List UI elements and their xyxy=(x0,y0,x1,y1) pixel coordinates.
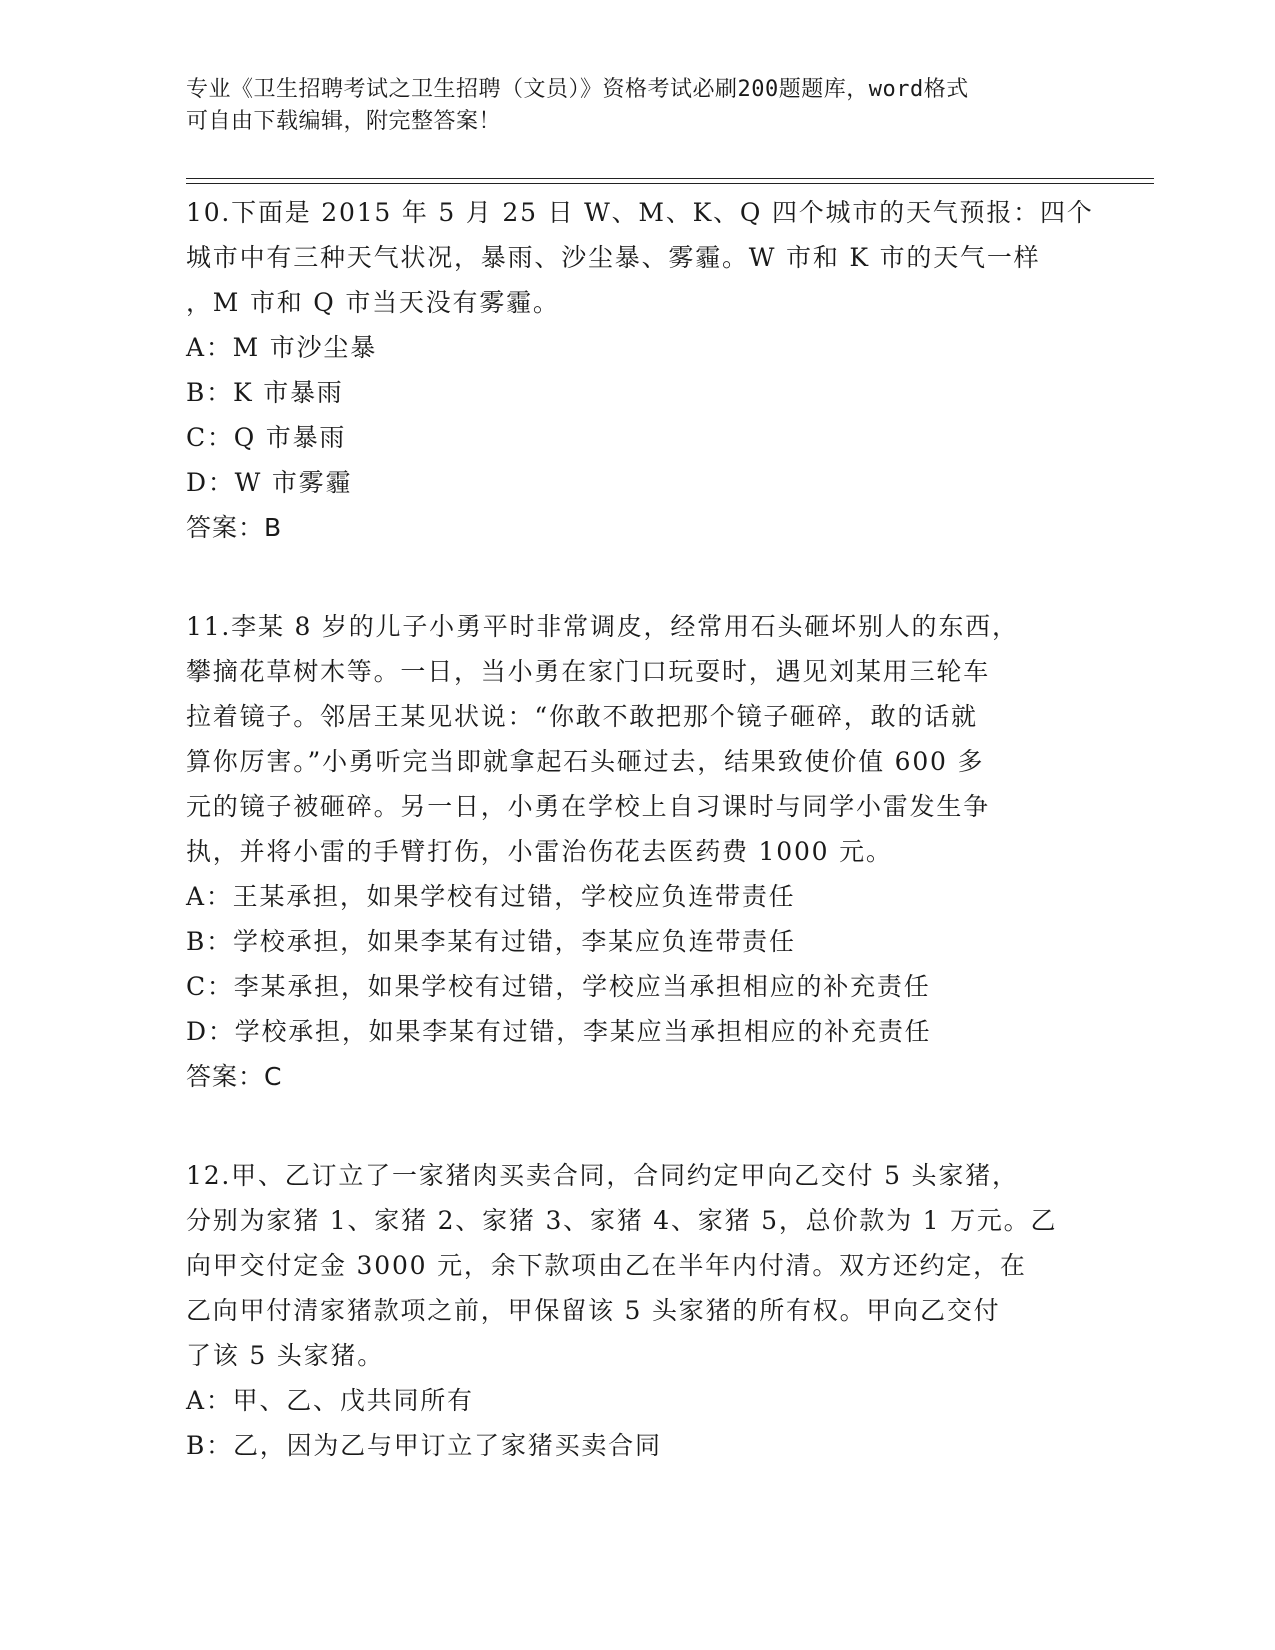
question-stem-line: 12.甲、乙订立了一家猪肉买卖合同，合同约定甲向乙交付 5 头家猪， xyxy=(186,1161,1019,1190)
question-spacer xyxy=(186,550,1086,604)
question-spacer xyxy=(186,1099,1086,1153)
question-11 xyxy=(186,604,1086,1099)
option-a: A：甲、乙、戊共同所有 xyxy=(186,1386,474,1415)
question-12 xyxy=(186,1153,1086,1468)
option-a: A：M 市沙尘暴 xyxy=(186,333,377,362)
header-title-line-1: 专业《卫生招聘考试之卫生招聘（文员）》资格考试必刷200题题库，word格式 xyxy=(186,77,969,102)
question-stem-line: 执，并将小雷的手臂打伤，小雷治伤花去医药费 1000 元。 xyxy=(186,837,893,866)
question-stem-line: 算你厉害。”小勇听完当即就拿起石头砸过去，结果致使价值 600 多 xyxy=(186,747,985,776)
question-stem-line: 元的镜子被砸碎。另一日，小勇在学校上自习课时与同学小雷发生争 xyxy=(186,792,991,821)
question-stem-line: ，M 市和 Q 市当天没有雾霾。 xyxy=(186,288,560,317)
answer-label: 答案：B xyxy=(186,513,283,542)
option-a: A：王某承担，如果学校有过错，学校应负连带责任 xyxy=(186,882,796,911)
question-10 xyxy=(186,190,1094,550)
header-divider-top xyxy=(186,178,1154,179)
option-b: B：乙，因为乙与甲订立了家猪买卖合同 xyxy=(186,1431,662,1460)
question-stem-line: 向甲交付定金 3000 元，余下款项由乙在半年内付清。双方还约定，在 xyxy=(186,1251,1027,1280)
header-title-line-2: 可自由下载编辑，附完整答案！ xyxy=(186,109,502,134)
option-b: B：学校承担，如果李某有过错，李某应负连带责任 xyxy=(186,927,796,956)
question-stem-line: 分别为家猪 1、家猪 2、家猪 3、家猪 4、家猪 5，总价款为 1 万元。乙 xyxy=(186,1206,1058,1235)
option-d: D：W 市雾霾 xyxy=(186,468,353,497)
question-stem-line: 了该 5 头家猪。 xyxy=(186,1341,384,1370)
answer-label: 答案：C xyxy=(186,1062,283,1091)
question-stem-line: 拉着镜子。邻居王某见状说：“你敢不敢把那个镜子砸碎，敢的话就 xyxy=(186,702,978,731)
question-stem-line: 10.下面是 2015 年 5 月 25 日 W、M、K、Q 四个城市的天气预报：四个 xyxy=(186,198,1094,227)
question-stem-line: 乙向甲付清家猪款项之前，甲保留该 5 头家猪的所有权。甲向乙交付 xyxy=(186,1296,1001,1325)
question-list xyxy=(186,190,1094,1468)
question-stem-line: 11.李某 8 岁的儿子小勇平时非常调皮，经常用石头砸坏别人的东西， xyxy=(186,612,1019,641)
question-stem-line: 攀摘花草树木等。一日，当小勇在家门口玩耍时，遇见刘某用三轮车 xyxy=(186,657,991,686)
header-divider-bottom xyxy=(186,183,1154,184)
option-d: D：学校承担，如果李某有过错，李某应当承担相应的补充责任 xyxy=(186,1017,932,1046)
question-stem-line: 城市中有三种天气状况，暴雨、沙尘暴、雾霾。W 市和 K 市的天气一样 xyxy=(186,243,1041,272)
option-b: B：K 市暴雨 xyxy=(186,378,344,407)
document-header xyxy=(186,74,1056,138)
option-c: C：Q 市暴雨 xyxy=(186,423,347,452)
option-c: C：李某承担，如果学校有过错，学校应当承担相应的补充责任 xyxy=(186,972,931,1001)
